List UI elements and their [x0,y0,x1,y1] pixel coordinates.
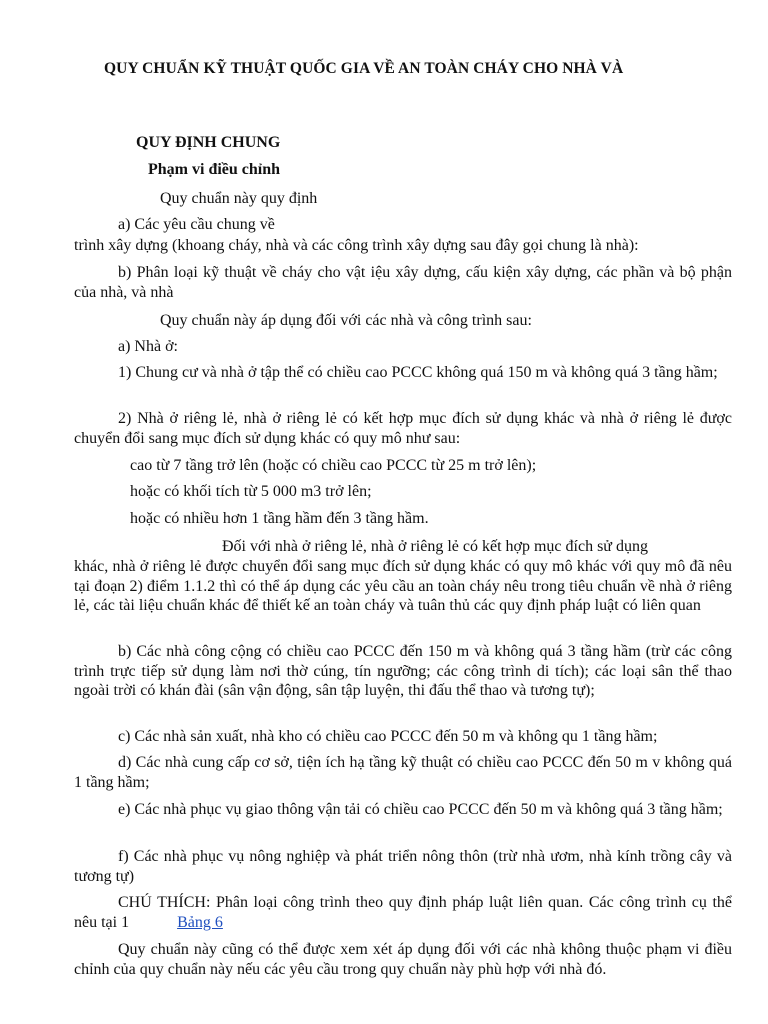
heading-general: QUY ĐỊNH CHUNG [136,134,281,151]
paragraph-d-infrastructure: d) Các nhà cung cấp cơ sở, tiện ích hạ tầng kỹ thuật có chiều cao PCCC đến 50 m v không quá 1 tầng hầm; [74,754,732,791]
paragraph-condition-1: cao từ 7 tầng trở lên (hoặc có chiều cao PCCC từ 25 m trở lên); [130,457,537,474]
paragraph-a-general: a) Các yêu cầu chung về [118,216,275,233]
paragraph-e-transport: e) Các nhà phục vụ giao thông vận tải có chiều cao PCCC đến 50 m và không quá 3 tầng hầm; [118,801,723,818]
heading-scope: Phạm vi điều chỉnh [148,161,281,178]
paragraph-1-apartment: 1) Chung cư và nhà ở tập thể có chiều cao PCCC không quá 150 m và không quá 3 tầng hầm; [118,364,718,381]
paragraph-condition-3: hoặc có nhiều hơn 1 tầng hầm đến 3 tầng hầm. [130,510,429,527]
table-6-link[interactable]: Bảng 6 [177,913,223,931]
paragraph-private-note-rest: khác, nhà ở riêng lẻ được chuyển đổi sang mục đích sử dụng khác có quy mô khác với quy mô đã nêu tại đoạn 2) điểm 1.1.2 thì có thể áp dụng các yêu cầu an toàn cháy nêu trong tiêu chuẩn về nhà ở riêng lẻ, các tài liệu chuẩn khác để thiết kế an toàn cháy và tuân thủ các quy định pháp luật có liên quan [74,558,732,614]
paragraph-f-agriculture: f) Các nhà phục vụ nông nghiệp và phát triển nông thôn (trừ nhà ươm, nhà kính trồng cây và tương tự) [74,848,732,885]
paragraph-note [74,893,732,932]
paragraph-c-production: c) Các nhà sản xuất, nhà kho có chiều cao PCCC đến 50 m và không qu 1 tầng hầm; [118,728,658,745]
paragraph-condition-2: hoặc có khối tích từ 5 000 m3 trở lên; [130,483,372,500]
document-title: QUY CHUẨN KỸ THUẬT QUỐC GIA VỀ AN TOÀN CHÁY CHO NHÀ VÀ [104,60,624,77]
paragraph-a-housing: a) Nhà ở: [118,338,178,355]
paragraph-2-private: 2) Nhà ở riêng lẻ, nhà ở riêng lẻ có kết hợp mục đích sử dụng khác và nhà ở riêng lẻ được chuyển đổi sang mục đích sử dụng khác có quy mô như sau: [74,410,732,447]
paragraph-also-apply: Quy chuẩn này cũng có thể được xem xét áp dụng đối với các nhà không thuộc phạm vi điều chỉnh của quy chuẩn này nếu các yêu cầu trong quy chuẩn này phù hợp với nhà đó. [74,941,732,978]
paragraph-scope-intro: Quy chuẩn này quy định [160,190,318,207]
paragraph-b-public: b) Các nhà công cộng có chiều cao PCCC đến 150 m và không quá 3 tầng hầm (trừ các công trình trực tiếp sử dụng làm nơi thờ cúng, tín ngưỡng; các công trình di tích); các loại sân thể thao ngoài trời có khán đài (sân vận động, sân tập luyện, thi đấu thể thao và tương tự); [74,643,732,699]
paragraph-b-classification: b) Phân loại kỹ thuật về cháy cho vật iệu xây dựng, cấu kiện xây dựng, các phần và bộ phận của nhà, và nhà [74,264,732,301]
paragraph-a-general-cont: trình xây dựng (khoang cháy, nhà và các công trình xây dựng sau đây gọi chung là nhà): [74,237,639,254]
paragraph-private-note-first: Đối với nhà ở riêng lẻ, nhà ở riêng lẻ có kết hợp mục đích sử dụng [222,538,648,555]
paragraph-note-text: CHÚ THÍCH: Phân loại công trình theo quy định pháp luật liên quan. Các công trình cụ thể nêu tại 1 [74,894,732,931]
paragraph-apply-intro: Quy chuẩn này áp dụng đối với các nhà và công trình sau: [160,312,532,329]
